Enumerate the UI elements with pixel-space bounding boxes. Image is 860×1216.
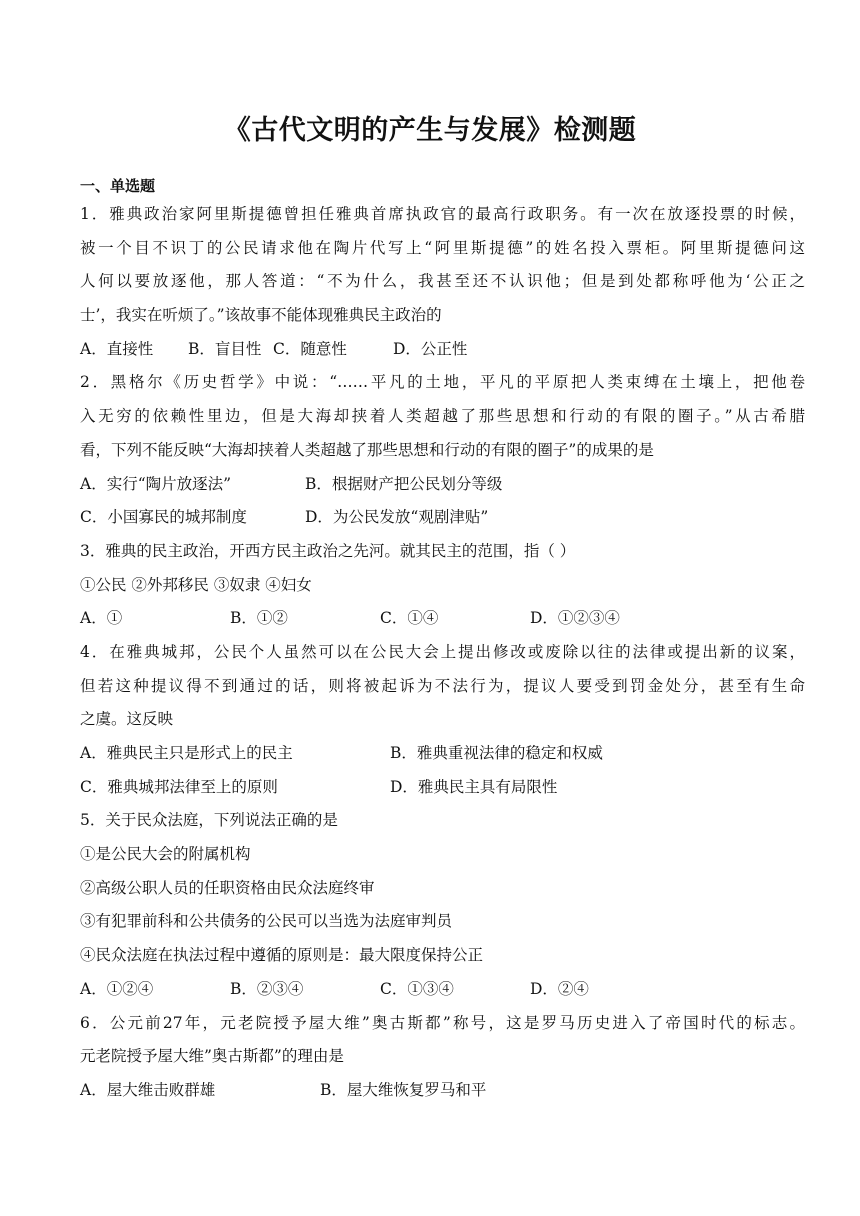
option-b: B．屋大维恢复罗马和平	[320, 1080, 487, 1099]
option-c: C．雅典城邦法律至上的原则	[80, 777, 278, 796]
question-text-line: 5．关于民众法庭，下列说法正确的是	[80, 811, 338, 830]
option-c: C．①③④	[380, 979, 454, 998]
question-text-line: 看，下列不能反映“大海却挟着人类超越了那些思想和行动的有限的圈子”的成果的是	[80, 440, 654, 459]
option-a: A．实行“陶片放逐法”	[80, 474, 232, 493]
option-d: D．公正性	[393, 339, 468, 358]
option-a: A．屋大维击败群雄	[80, 1080, 216, 1099]
question-text-line: ①是公民大会的附属机构	[80, 845, 251, 864]
question-text-line: 3．雅典的民主政治，开西方民主政治之先河。就其民主的范围，指（ ）	[80, 541, 576, 560]
option-a: A．雅典民主只是形式上的民主	[80, 744, 293, 762]
section-heading: 一、单选题	[80, 177, 156, 195]
question-text-line: 4．在雅典城邦，公民个人虽然可以在公民大会上提出修改或废除以往的法律或提出新的议案，	[80, 642, 805, 661]
question-text-line: 入无穷的依赖性里边，但是大海却挟着人类超越了那些思想和行动的有限的圈子。”从古希腊	[80, 407, 805, 426]
option-c: C．小国寡民的城邦制度	[80, 508, 247, 527]
question-text-line: 之虞。这反映	[80, 710, 174, 729]
question-text-line: ①公民 ②外邦移民 ③奴隶 ④妇女	[80, 575, 312, 594]
question-text-line: 元老院授予屋大维”奥古斯都”的理由是	[80, 1047, 344, 1066]
option-row	[80, 771, 805, 805]
option-b: B．①②	[230, 609, 288, 628]
option-d: D．①②③④	[530, 609, 620, 628]
question-text-line: 6．公元前27年，元老院授予屋大维”奥古斯都”称号，这是罗马历史进入了帝国时代的标志。	[80, 1013, 805, 1032]
option-a: A．①②④	[80, 979, 154, 998]
question-text-line: 士’，我实在听烦了。”该故事不能体现雅典民主政治的	[80, 306, 442, 325]
question-text-line: ③有犯罪前科和公共债务的公民可以当选为法庭审判员	[80, 912, 453, 931]
option-row	[80, 333, 805, 367]
question-text-line: 人何以要放逐他，那人答道：“不为什么，我甚至还不认识他；但是到处都称呼他为‘公正之	[80, 272, 805, 291]
question-6	[80, 1007, 805, 1108]
option-b: B．根据财产把公民划分等级	[305, 474, 503, 493]
option-row	[80, 501, 805, 535]
question-text-line: ②高级公职人员的任职资格由民众法庭终审	[80, 878, 375, 897]
option-d: D．为公民发放“观剧津贴”	[305, 508, 489, 527]
question-text-line: ④民众法庭在执法过程中遵循的原则是：最大限度保持公正	[80, 946, 484, 965]
option-b: B．雅典重视法律的稳定和权威	[390, 744, 603, 762]
question-2	[80, 366, 805, 534]
option-b: B．②③④	[230, 979, 304, 998]
question-3	[80, 535, 805, 636]
question-list	[80, 198, 805, 1108]
question-4	[80, 636, 805, 804]
option-row	[80, 468, 805, 502]
option-c: C．①④	[380, 609, 439, 628]
question-text-line: 被一个目不识丁的公民请求他在陶片代写上“阿里斯提德”的姓名投入票柜。阿里斯提德问这	[80, 238, 805, 257]
question-text-line: 2．黑格尔《历史哲学》中说：“……平凡的土地，平凡的平原把人类束缚在土壤上，把他卷	[80, 373, 805, 392]
option-row	[80, 973, 805, 1007]
option-d: D．雅典民主具有局限性	[390, 777, 558, 796]
option-d: D．②④	[530, 979, 589, 998]
question-1	[80, 198, 805, 366]
option-b: B．盲目性	[188, 339, 262, 358]
option-c: C．随意性	[273, 339, 347, 358]
option-a: A．①	[80, 609, 123, 628]
option-row	[80, 1074, 805, 1108]
question-text-line: 1．雅典政治家阿里斯提德曾担任雅典首席执政官的最高行政职务。有一次在放逐投票的时候，	[80, 205, 805, 223]
page-title: 《古代文明的产生与发展》检测题	[223, 115, 637, 146]
question-text-line: 但若这种提议得不到通过的话，则将被起诉为不法行为，提议人要受到罚金处分，甚至有生命	[80, 676, 805, 695]
option-row	[80, 737, 805, 771]
option-a: A．直接性	[80, 339, 154, 358]
question-5	[80, 804, 805, 1006]
option-row	[80, 602, 805, 636]
